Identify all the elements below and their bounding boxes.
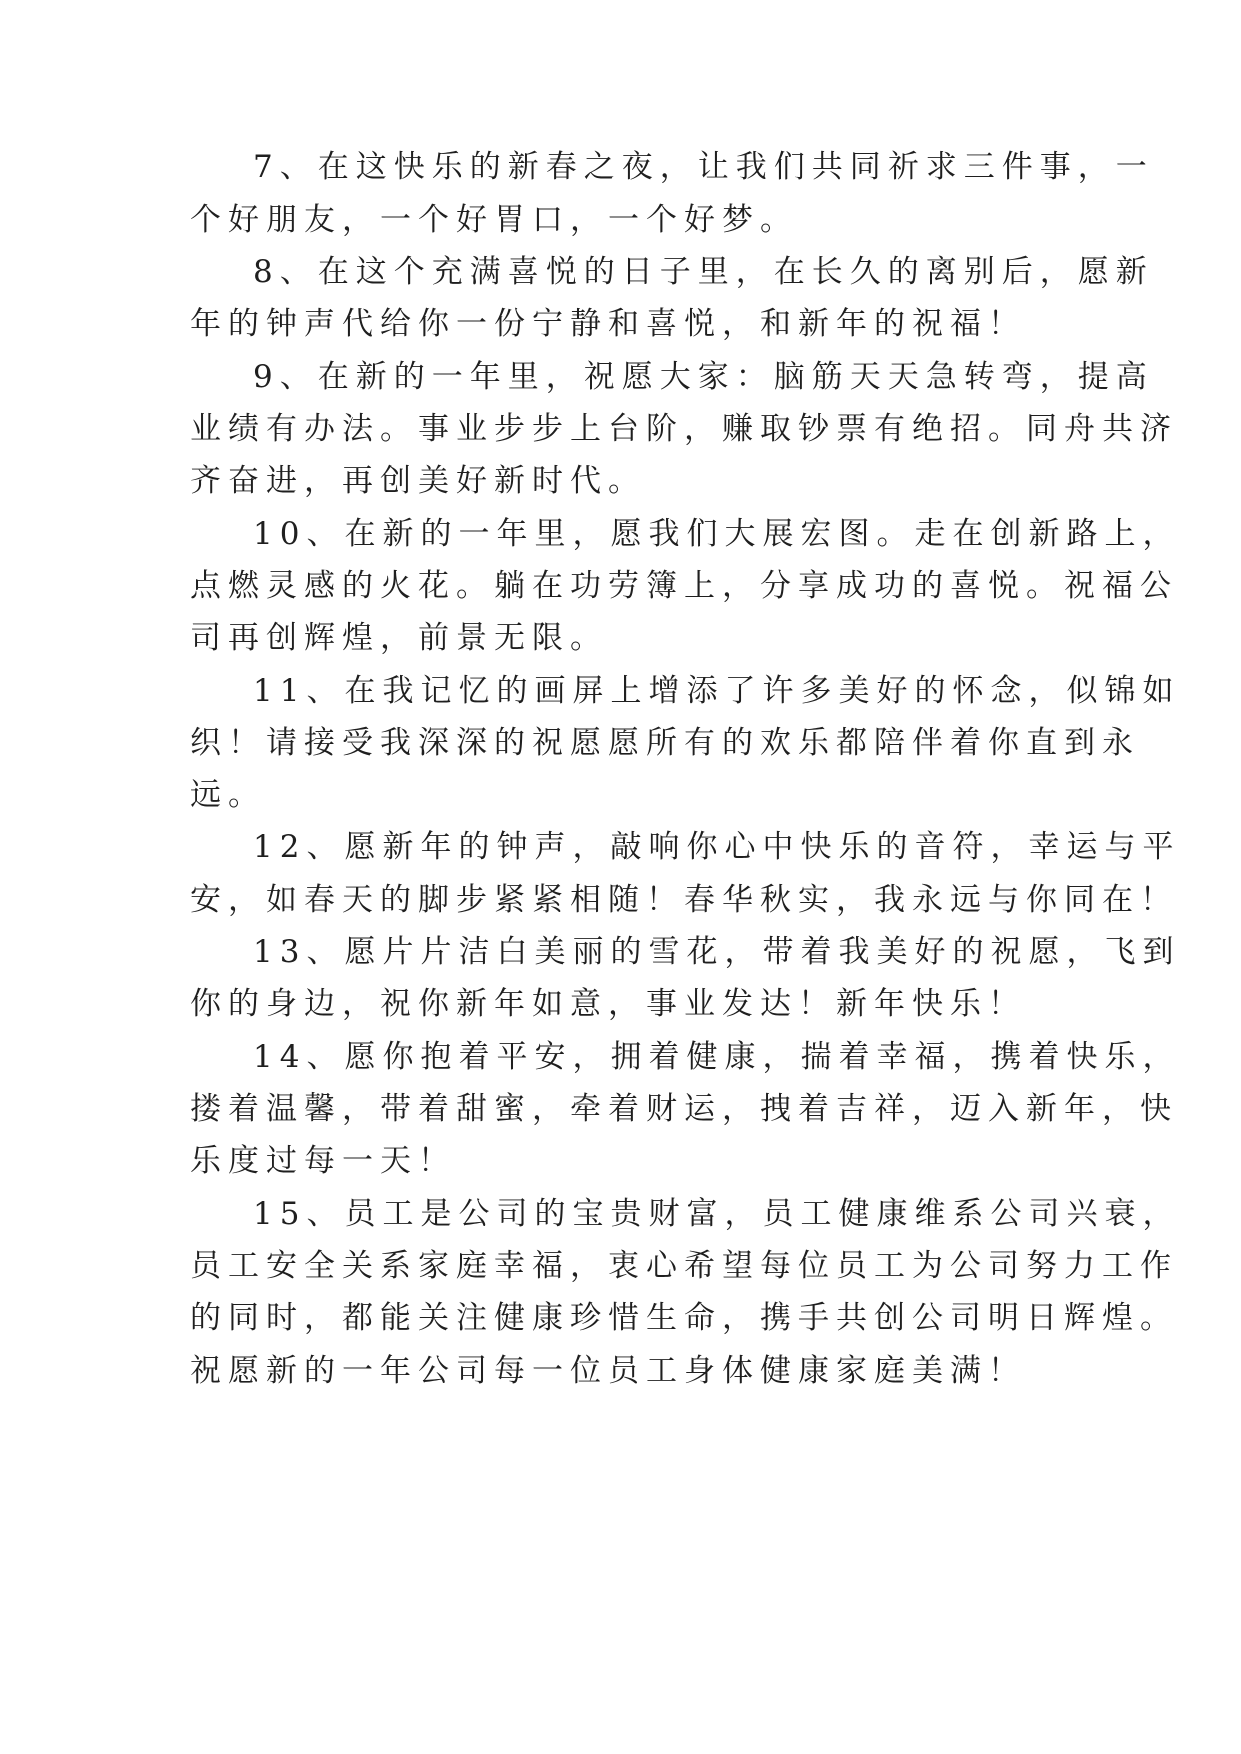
paragraph-line: 司再创辉煌，前景无限。 — [190, 620, 608, 656]
paragraph-line: 点燃灵感的火花。躺在功劳簿上，分享成功的喜悦。祝福公 — [190, 568, 1178, 604]
paragraph-line: 齐奋进，再创美好新时代。 — [190, 463, 646, 499]
paragraph-line: 搂着温馨，带着甜蜜，牵着财运，拽着吉祥，迈入新年，快 — [190, 1091, 1178, 1127]
paragraph-line: 个好朋友，一个好胃口，一个好梦。 — [190, 202, 798, 238]
paragraph-line: 年的钟声代给你一份宁静和喜悦，和新年的祝福！ — [190, 306, 1026, 342]
paragraph-line: 织！请接受我深深的祝愿愿所有的欢乐都陪伴着你直到永 — [190, 725, 1140, 761]
paragraph-line: 14、愿你抱着平安，拥着健康，揣着幸福，携着快乐， — [253, 1039, 1181, 1075]
paragraph-line: 员工安全关系家庭幸福，衷心希望每位员工为公司努力工作 — [190, 1248, 1178, 1284]
paragraph-line: 业绩有办法。事业步步上台阶，赚取钞票有绝招。同舟共济 — [190, 411, 1178, 447]
paragraph-line: 乐度过每一天！ — [190, 1143, 456, 1179]
paragraph-line: 7、在这快乐的新春之夜，让我们共同祈求三件事，一 — [253, 149, 1154, 185]
paragraph-line: 安，如春天的脚步紧紧相随！春华秋实，我永远与你同在！ — [190, 882, 1178, 918]
paragraph-line: 13、愿片片洁白美丽的雪花，带着我美好的祝愿，飞到 — [253, 934, 1181, 970]
paragraph-line: 9、在新的一年里，祝愿大家：脑筋天天急转弯，提高 — [253, 359, 1154, 395]
paragraph-line: 的同时，都能关注健康珍惜生命，携手共创公司明日辉煌。 — [190, 1300, 1178, 1336]
paragraph-line: 10、在新的一年里，愿我们大展宏图。走在创新路上， — [253, 516, 1181, 552]
paragraph-line: 你的身边，祝你新年如意，事业发达！新年快乐！ — [190, 986, 1026, 1022]
paragraph-line: 15、员工是公司的宝贵财富，员工健康维系公司兴衰， — [253, 1196, 1181, 1232]
paragraph-line: 远。 — [190, 777, 266, 813]
paragraph-line: 8、在这个充满喜悦的日子里，在长久的离别后，愿新 — [253, 254, 1154, 290]
paragraph-line: 祝愿新的一年公司每一位员工身体健康家庭美满！ — [190, 1353, 1026, 1389]
paragraph-line: 11、在我记忆的画屏上增添了许多美好的怀念，似锦如 — [253, 673, 1181, 709]
paragraph-line: 12、愿新年的钟声，敲响你心中快乐的音符，幸运与平 — [253, 829, 1181, 865]
